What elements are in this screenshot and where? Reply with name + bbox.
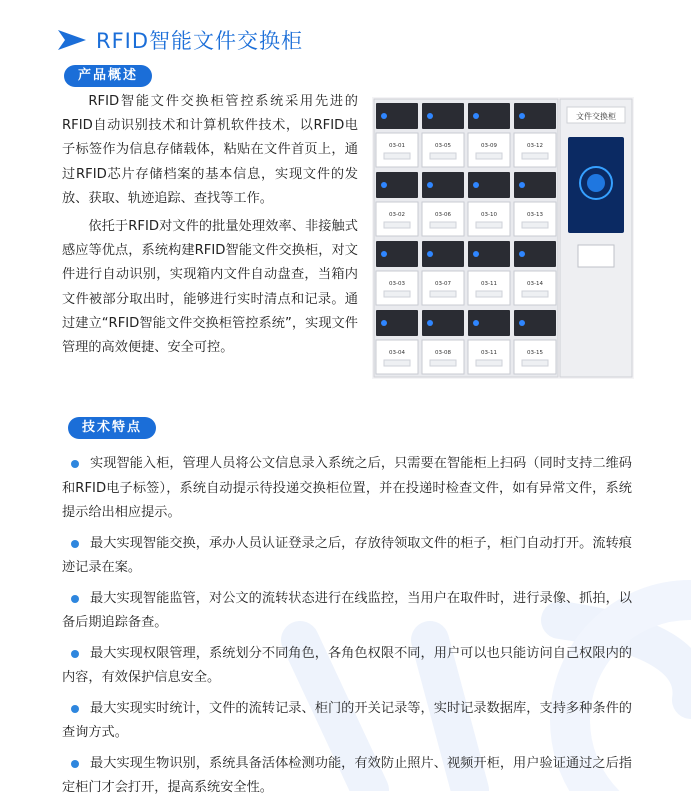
bullet-icon <box>71 760 79 768</box>
box-label: 03-05 <box>435 143 451 149</box>
feature-item <box>62 752 632 801</box>
box-indicator-icon <box>473 113 479 119</box>
box-handle <box>522 360 548 366</box>
box-handle <box>430 153 456 159</box>
feature-text: 实现智能入柜，管理人员将公文信息录入系统之后，只需要在智能柜上扫码（同时支持二维码和RFID电子标签），系统自动提示待投递交换柜位置，并在投递时检查文件，如有异常文件，系统提示给出相应提示。 <box>62 456 632 520</box>
section-label-features: 技术特点 <box>68 417 156 439</box>
box-door <box>376 271 418 305</box>
box-handle <box>476 291 502 297</box>
box-indicator-icon <box>427 320 433 326</box>
cabinet-sign: 文件交换柜 <box>576 112 616 121</box>
box-door <box>468 271 510 305</box>
feature-text: 最大实现智能交换，承办人员认证登录之后，存放待领取文件的柜子，柜门自动打开。流转痕迹记录在案。 <box>62 535 632 575</box>
box-label: 03-01 <box>389 143 405 149</box>
box-indicator-icon <box>381 182 387 188</box>
overview-text <box>62 90 358 360</box>
box-label: 03-09 <box>481 143 497 149</box>
features-list <box>62 452 632 807</box>
feature-text: 最大实现生物识别，系统具备活体检测功能，有效防止照片、视频开柜，用户验证通过之后指定柜门才会打开，提高系统安全性。 <box>62 755 632 795</box>
box-label: 03-10 <box>481 212 497 218</box>
box-handle <box>476 360 502 366</box>
feature-text: 最大实现权限管理，系统划分不同角色，各角色权限不同，用户可以也只能访问自己权限内的内容，有效保护信息安全。 <box>62 645 632 685</box>
box-handle <box>522 222 548 228</box>
box-indicator-icon <box>381 251 387 257</box>
box-door <box>514 271 556 305</box>
box-handle <box>430 291 456 297</box>
feature-item <box>62 697 632 746</box>
box-indicator-icon <box>427 251 433 257</box>
box-handle <box>476 153 502 159</box>
box-door <box>514 133 556 167</box>
box-indicator-icon <box>381 320 387 326</box>
box-label: 03-11 <box>481 281 497 287</box>
cabinet-illustration <box>372 97 634 379</box>
box-handle <box>384 291 410 297</box>
box-indicator-icon <box>519 182 525 188</box>
box-handle <box>522 153 548 159</box>
box-label: 03-06 <box>435 212 451 218</box>
box-label: 03-15 <box>527 350 543 356</box>
box-handle <box>430 360 456 366</box>
box-label: 03-04 <box>389 350 405 356</box>
box-indicator-icon <box>519 320 525 326</box>
box-label: 03-12 <box>527 143 543 149</box>
feature-item <box>62 642 632 691</box>
box-door <box>376 340 418 374</box>
box-indicator-icon <box>427 182 433 188</box>
box-label: 03-11 <box>481 350 497 356</box>
box-indicator-icon <box>427 113 433 119</box>
box-label: 03-08 <box>435 350 451 356</box>
box-indicator-icon <box>519 251 525 257</box>
page-title <box>58 24 303 56</box>
box-indicator-icon <box>519 113 525 119</box>
box-label: 03-02 <box>389 212 405 218</box>
box-door <box>422 271 464 305</box>
box-door <box>514 340 556 374</box>
box-handle <box>430 222 456 228</box>
feature-item <box>62 587 632 636</box>
box-door <box>514 202 556 236</box>
overview-paragraph-2: 依托于RFID对文件的批量处理效率、非接触式感应等优点，系统构建RFID智能文件交换柜，对文件进行自动识别，实现箱内文件自动盘查，当箱内文件被部分取出时，能够进行实时清点和记录。通过建立“RFID智能文件交换柜管控系统”，实现文件管理的高效便捷、安全可控。 <box>62 219 358 356</box>
box-handle <box>384 360 410 366</box>
box-door <box>422 340 464 374</box>
bullet-icon <box>71 595 79 603</box>
box-handle <box>476 222 502 228</box>
section-label-overview: 产品概述 <box>64 65 152 87</box>
box-door <box>468 202 510 236</box>
bullet-icon <box>71 650 79 658</box>
feature-item <box>62 452 632 526</box>
box-indicator-icon <box>381 113 387 119</box>
box-indicator-icon <box>473 320 479 326</box>
arrow-right-icon <box>58 30 86 50</box>
bullet-icon <box>71 540 79 548</box>
feature-text: 最大实现实时统计，文件的流转记录、柜门的开关记录等，实时记录数据库，支持多种条件的查询方式。 <box>62 700 632 740</box>
bullet-icon <box>71 705 79 713</box>
box-door <box>422 202 464 236</box>
box-handle <box>384 222 410 228</box>
overview-paragraph-1: RFID智能文件交换柜管控系统采用先进的RFID自动识别技术和计算机软件技术，以RFID电子标签作为信息存储载体，粘贴在文件首页上，通过RFID芯片存储档案的基本信息，实现文件的发放、获取、轨迹追踪、查找等工作。 <box>62 94 358 206</box>
box-door <box>468 340 510 374</box>
box-label: 03-03 <box>389 281 405 287</box>
feature-item <box>62 532 632 581</box>
box-handle <box>522 291 548 297</box>
box-indicator-icon <box>473 182 479 188</box>
box-door <box>376 133 418 167</box>
box-door <box>376 202 418 236</box>
box-label: 03-07 <box>435 281 451 287</box>
bullet-icon <box>71 460 79 468</box>
page-title-text: RFID智能文件交换柜 <box>96 29 304 53</box>
box-door <box>422 133 464 167</box>
box-label: 03-14 <box>527 281 543 287</box>
box-handle <box>384 153 410 159</box>
box-door <box>468 133 510 167</box>
box-label: 03-13 <box>527 212 543 218</box>
box-indicator-icon <box>473 251 479 257</box>
feature-text: 最大实现智能监管，对公文的流转状态进行在线监控，当用户在取件时，进行录像、抓拍，以备后期追踪备查。 <box>62 590 632 630</box>
